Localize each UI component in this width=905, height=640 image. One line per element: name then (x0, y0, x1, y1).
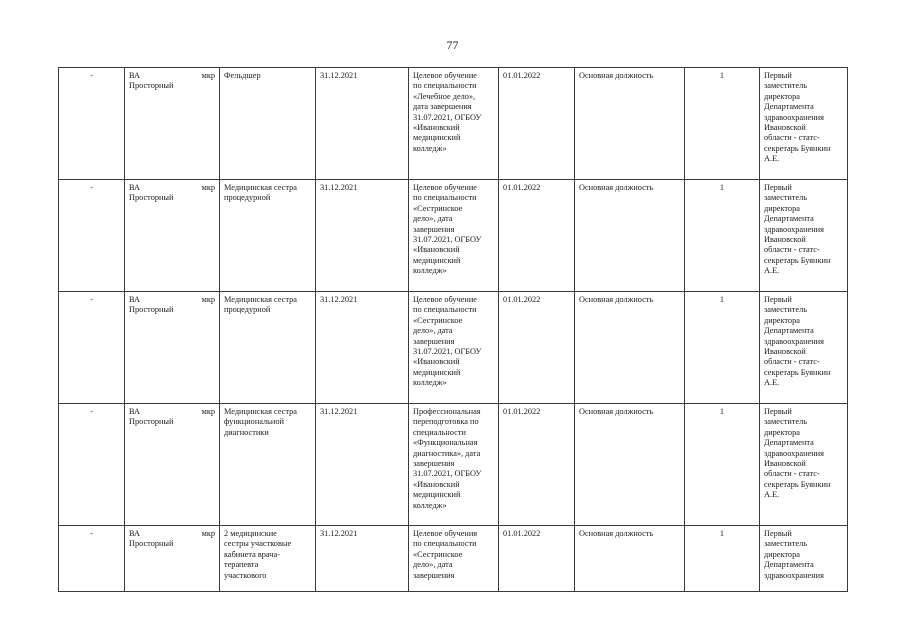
responsible-cell: Первый заместитель директора Департамента здравоохранения Ивановской области - статс- секретарь Буянкин А.Е. (760, 68, 848, 180)
page-number: 77 (446, 38, 459, 52)
address-district: мкр (201, 295, 215, 304)
date-cell: 31.12.2021 (316, 292, 409, 404)
table-row (59, 180, 848, 292)
table-row (59, 404, 848, 526)
training-cell: Целевое обучение по специальности «Сестринское дело», дата завершения 31.07.2021, ОГБОУ «Ивановский медицинский колледж» (409, 180, 499, 292)
job-type-cell: Основная должность (575, 526, 685, 592)
address-cell (125, 180, 220, 292)
job-type-cell: Основная должность (575, 292, 685, 404)
address-cell (125, 68, 220, 180)
job-type-cell: Основная должность (575, 404, 685, 526)
date-cell: 31.12.2021 (316, 404, 409, 526)
start-date-cell: 01.01.2022 (499, 526, 575, 592)
position-cell: Медицинская сестра процедурной (220, 292, 316, 404)
row-number-cell: - (59, 526, 125, 592)
table-row (59, 68, 848, 180)
address-cell (125, 292, 220, 404)
row-number-cell: - (59, 180, 125, 292)
address-district: мкр (201, 71, 215, 80)
job-type-cell: Основная должность (575, 68, 685, 180)
quantity-cell: 1 (685, 68, 760, 180)
table-body (59, 68, 848, 592)
job-type-cell: Основная должность (575, 180, 685, 292)
table-row (59, 292, 848, 404)
quantity-cell: 1 (685, 404, 760, 526)
position-cell: Медицинская сестра функциональной диагностики (220, 404, 316, 526)
row-number-cell: - (59, 68, 125, 180)
address-org: ВА (129, 183, 141, 192)
address-org: ВА (129, 529, 141, 538)
responsible-cell: Первый заместитель директора Департамента здравоохранения Ивановской области - статс- секретарь Буянкин А.Е. (760, 292, 848, 404)
responsible-cell: Первый заместитель директора Департамента здравоохранения Ивановской области - статс- секретарь Буянкин А.Е. (760, 180, 848, 292)
quantity-cell: 1 (685, 180, 760, 292)
quantity-cell: 1 (685, 292, 760, 404)
start-date-cell: 01.01.2022 (499, 180, 575, 292)
address-district: мкр (201, 183, 215, 192)
training-cell: Целевое обучение по специальности «Сестринское дело», дата завершения 31.07.2021, ОГБОУ «Ивановский медицинский колледж» (409, 292, 499, 404)
row-number-cell: - (59, 404, 125, 526)
responsible-cell: Первый заместитель директора Департамента здравоохранения Ивановской области - статс- секретарь Буянкин А.Е. (760, 404, 848, 526)
quantity-cell: 1 (685, 526, 760, 592)
address-name: Просторный (129, 539, 174, 549)
address-name: Просторный (129, 193, 174, 203)
address-name: Просторный (129, 81, 174, 91)
row-number-cell: - (59, 292, 125, 404)
responsible-cell: Первый заместитель директора Департамента здравоохранения (760, 526, 848, 592)
start-date-cell: 01.01.2022 (499, 404, 575, 526)
address-district: мкр (201, 407, 215, 416)
position-cell: 2 медицинские сестры участковые кабинета врача- терапевта участкового (220, 526, 316, 592)
position-cell: Медицинская сестра процедурной (220, 180, 316, 292)
address-district: мкр (201, 529, 215, 538)
date-cell: 31.12.2021 (316, 68, 409, 180)
start-date-cell: 01.01.2022 (499, 68, 575, 180)
address-org: ВА (129, 71, 141, 80)
address-name: Просторный (129, 417, 174, 427)
training-cell: Профессиональная переподготовка по специальности «Функциональная диагностика», дата завершения 31.07.2021, ОГБОУ «Ивановский медицинский колледж» (409, 404, 499, 526)
date-cell: 31.12.2021 (316, 526, 409, 592)
date-cell: 31.12.2021 (316, 180, 409, 292)
address-name: Просторный (129, 305, 174, 315)
table-row (59, 526, 848, 592)
address-org: ВА (129, 295, 141, 304)
training-cell: Целевое обучения по специальности «Сестринское дело», дата завершения (409, 526, 499, 592)
address-cell (125, 526, 220, 592)
address-cell (125, 404, 220, 526)
address-org: ВА (129, 407, 141, 416)
training-cell: Целевое обучение по специальности «Лечебное дело», дата завершения 31.07.2021, ОГБОУ «Ивановский медицинский колледж» (409, 68, 499, 180)
vacancy-table (58, 67, 848, 592)
start-date-cell: 01.01.2022 (499, 292, 575, 404)
position-cell: Фельдшер (220, 68, 316, 180)
